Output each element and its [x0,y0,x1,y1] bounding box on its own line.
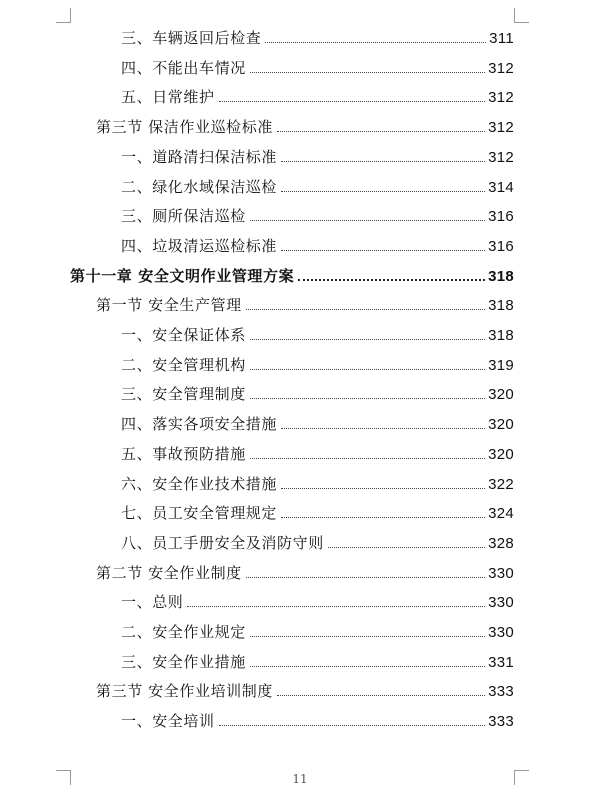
toc-entry-title: 一、安全培训 [121,712,215,731]
toc-subsection-entry[interactable] [121,532,514,562]
toc-subsection-entry[interactable] [121,205,514,235]
toc-dot-leader [328,547,485,548]
toc-entry-page-number: 328 [488,534,514,552]
toc-entry-title: 三、车辆返回后检查 [121,29,262,47]
toc-dot-leader [250,666,485,667]
toc-entry-page-number: 320 [488,416,514,434]
toc-subsection-entry[interactable] [121,591,514,621]
toc-section-entry[interactable] [96,680,514,710]
toc-dot-leader [250,458,485,459]
toc-dot-leader [281,250,485,251]
toc-entry-title: 一、总则 [121,593,184,612]
toc-subsection-entry[interactable] [121,651,514,681]
toc-subsection-entry[interactable] [121,502,514,532]
toc-dot-leader [250,636,485,637]
toc-dot-leader [250,220,485,221]
crop-mark-top-left [56,8,71,23]
toc-subsection-entry[interactable] [121,86,514,116]
toc-entry-page-number: 333 [488,713,514,731]
toc-dot-leader [281,428,485,429]
toc-dot-leader [281,161,485,162]
toc-entry-title: 二、安全作业规定 [121,623,246,641]
crop-mark-top-right [514,8,529,23]
toc-subsection-entry[interactable] [121,413,514,443]
toc-entry-title: 第一节 安全生产管理 [96,296,242,315]
toc-entry-page-number: 318 [488,267,514,285]
toc-section-entry[interactable] [96,294,514,324]
toc-subsection-entry[interactable] [121,473,514,503]
toc-entry-page-number: 331 [488,653,514,671]
toc-entry-page-number: 330 [488,594,514,612]
toc-entry-page-number: 320 [488,445,514,463]
toc-dot-leader [250,339,485,340]
toc-subsection-entry[interactable] [121,354,514,384]
toc-dot-leader [219,101,485,102]
toc-entry-title: 三、厕所保洁巡检 [121,207,246,226]
toc-dot-leader [277,695,485,696]
toc-entry-title: 一、安全保证体系 [121,326,246,344]
toc-entry-title: 五、日常维护 [121,88,215,107]
toc-entry-title: 五、事故预防措施 [121,444,246,463]
toc-dot-leader [250,398,485,399]
toc-entry-page-number: 312 [488,59,514,77]
toc-subsection-entry[interactable] [121,443,514,473]
toc-entry-page-number: 333 [488,683,514,701]
toc-subsection-entry[interactable] [121,324,514,354]
toc-entry-title: 四、不能出车情况 [121,58,246,77]
toc-chapter-entry[interactable] [70,265,514,295]
toc-entry-title: 三、安全管理制度 [121,385,246,404]
toc-subsection-entry[interactable] [121,235,514,265]
toc-entry-title: 六、安全作业技术措施 [121,474,278,493]
toc-entry-page-number: 324 [488,505,514,523]
toc-dot-leader [281,517,485,518]
toc-entry-title: 四、落实各项安全措施 [121,415,278,434]
toc-entry-page-number: 318 [488,297,514,315]
toc-entry-title: 二、绿化水域保洁巡检 [121,177,278,196]
toc-entry-title: 八、员工手册安全及消防守则 [121,533,324,552]
toc-entry-title: 第三节 保洁作业巡检标准 [96,118,273,137]
toc-dot-leader [250,369,485,370]
toc-section-entry[interactable] [96,116,514,146]
toc-subsection-entry[interactable] [121,710,514,740]
toc-entry-title: 二、安全管理机构 [121,355,246,374]
toc-entry-page-number: 312 [488,119,514,137]
toc-entry-title: 四、垃圾清运巡检标准 [121,236,278,255]
toc-entry-page-number: 312 [488,148,514,166]
toc-entry-page-number: 319 [488,356,514,374]
toc-entry-page-number: 316 [488,208,514,226]
toc-entry-page-number: 314 [488,178,514,196]
toc-dot-leader [187,606,485,607]
toc-entry-page-number: 330 [488,564,514,582]
toc-subsection-entry[interactable] [121,57,514,87]
toc-dot-leader [298,279,485,281]
toc-entry-page-number: 330 [488,624,514,641]
toc-dot-leader [281,488,485,489]
toc-entry-page-number: 318 [488,327,514,344]
toc-entry-title: 第三节 安全作业培训制度 [96,682,273,701]
toc-entry-title: 第十一章 安全文明作业管理方案 [70,266,295,285]
toc-entry-title: 一、道路清扫保洁标准 [121,147,278,166]
toc-entry-page-number: 312 [488,89,514,107]
toc-entry-title: 七、员工安全管理规定 [121,504,278,523]
toc-dot-leader [246,309,485,310]
toc-entry-page-number: 316 [488,237,514,255]
toc-subsection-entry[interactable] [121,383,514,413]
toc-entry-page-number: 322 [488,475,514,493]
toc-dot-leader [281,191,485,192]
toc-dot-leader [219,725,485,726]
toc-subsection-entry[interactable] [121,176,514,206]
toc-subsection-entry[interactable] [121,27,514,57]
toc-dot-leader [277,131,485,132]
page-number: 11 [292,772,308,786]
toc-subsection-entry[interactable] [121,621,514,651]
toc-entry-title: 三、安全作业措施 [121,652,246,671]
toc-entry-page-number: 320 [488,386,514,404]
toc-dot-leader [250,72,485,73]
toc-dot-leader [246,577,485,578]
toc-section-entry[interactable] [96,562,514,592]
toc-entry-page-number: 311 [489,30,514,47]
toc-subsection-entry[interactable] [121,146,514,176]
toc-dot-leader [265,42,486,43]
toc-entry-title: 第二节 安全作业制度 [96,563,242,582]
